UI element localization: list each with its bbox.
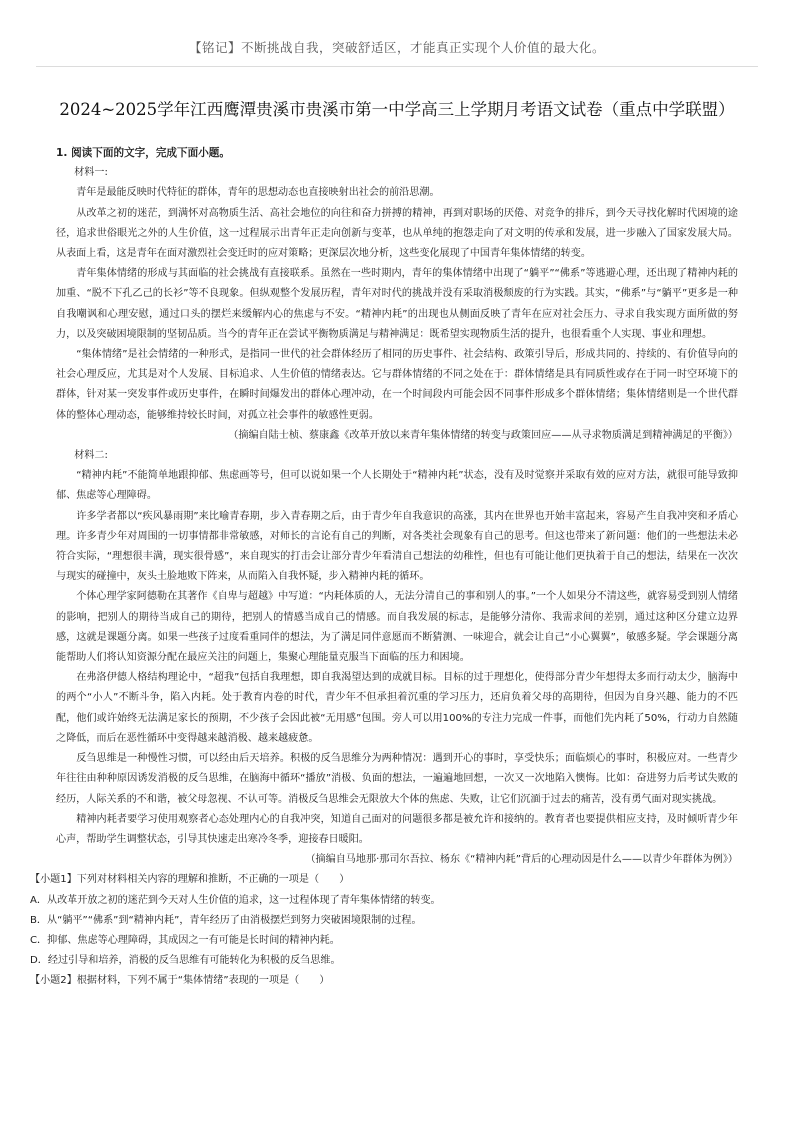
exam-title: 2024~2025学年江西鹰潭贵溪市贵溪市第一中学高三上学期月考语文试卷（重点中学联盟）	[59, 100, 735, 119]
question-1-heading: 1. 阅读下面的文字，完成下面小题。	[56, 147, 230, 159]
motto-header: 【铭记】不断挑战自我，突破舒适区，才能真正实现个人价值的最大化。	[188, 40, 605, 55]
material-1-source: （摘编自陆士桢、蔡康鑫《改革开放以来青年集体情绪的转变与政策回应——从寻求物质满足到精神满足的平衡》）	[228, 429, 738, 441]
material-1-paragraph: 青年是最能反映时代特征的群体，青年的思想动态也直接映射出社会的前沿思潮。	[76, 187, 440, 199]
material-2-paragraph: 个体心理学家阿德勒在其著作《自卑与超越》中写道：“内耗体质的人，无法分清自己的事和别人的事。”一个人如果分不清这些，就容易受到别人情绪的影响，把别人的期待当成自己的期待，把别人的情感当成自己的情感。而自我发展的标志，是能够分清你、我需求间的差别，通过这种区分建立边界感，这就是课题分离。如果一些孩子过度看重同伴的想法，为了满足同伴意愿而不断猜测、一味迎合，就会让自己“小心翼翼”，敏感多疑。学会课题分离能帮助人们将认知资源分配在最应关注的问题上，集聚心理能量克服当下面临的压力和困境。	[56, 591, 738, 664]
material-2-label: 材料二:	[74, 450, 108, 462]
material-2-paragraph: 精神内耗者要学习使用观察者心态处理内心的自我冲突，知道自己面对的问题很多都是被允许和接纳的。教育者也要提供相应支持，及时倾听青少年心声，帮助学生调整状态，引导其快速走出寒冷冬季，迎接春日暖阳。	[56, 813, 738, 845]
option-a[interactable]: A．从改革开放之初的迷茫到今天对人生价值的追求，这一过程体现了青年集体情绪的转变。	[30, 894, 441, 906]
sub-question-2-stem: 【小题2】根据材料，下列不属于“集体情绪”表现的一项是（ ）	[30, 975, 330, 987]
material-1-label: 材料一:	[74, 167, 108, 179]
material-1-paragraph: 青年集体情绪的形成与其面临的社会挑战有直接联系。虽然在一些时期内，青年的集体情绪中出现了“躺平”“佛系”等逃避心理，还出现了精神内耗的加重、“脱不下孔乙己的长衫”等不良现象。但纵观整个发展历程，青年对时代的挑战并没有采取消极颓废的行为实践。其实，“佛系”与“躺平”更多是一种自我嘲讽和心理安慰，通过口头的摆烂来缓解内心的焦虑与不安。“精神内耗”的出现也从侧面反映了青年在应对社会压力、寻求自我实现方面所做的努力，以及突破困境限制的坚韧品质。当今的青年正在尝试平衡物质满足与精神满足：既希望实现物质生活的提升，也很看重个人实现、事业和理想。	[56, 268, 738, 340]
material-2-paragraph: “精神内耗”不能简单地跟抑郁、焦虑画等号，但可以说如果一个人长期处于“精神内耗”状态，没有及时觉察并采取有效的应对方法，就很可能导致抑郁、焦虑等心理障碍。	[56, 470, 738, 502]
material-2-paragraph: 许多学者都以“疾风暴雨期”来比喻青春期，步入青春期之后，由于青少年自我意识的高涨，其内在世界也开始丰富起来，容易产生自我冲突和矛盾心理。许多青少年对周围的一切事情都非常敏感，对师长的言论有自己的判断，对各类社会现象有自己的思考。但这也带来了新问题：他们的一些想法未必符合实际，“理想很丰满，现实很骨感”，来自现实的打击会让部分青少年看清自己想法的幼稚性，但也有可能让他们更执着于自己的想法，结果在一次次与现实的碰撞中，灰头土脸地败下阵来，从而陷入自我怀疑，步入精神内耗的循环。	[56, 510, 738, 583]
header-rule	[36, 66, 758, 67]
exam-content	[30, 143, 738, 992]
material-2-source: （摘编自马地那·那司尔吾拉、杨东《“精神内耗”背后的心理动因是什么——以青少年群体为例》）	[305, 854, 738, 866]
material-1-paragraph: 从改革之初的迷茫，到满怀对高物质生活、高社会地位的向往和奋力拼搏的精神，再到对职场的厌倦、对竞争的排斥，到今天寻找化解时代困境的途径，追求世俗眼光之外的人生价值，这一过程展示出青年正走向创新与变革，也从单纯的抱怨走向了对文明的传承和发展，进一步融入了国家发展大局。从表面上看，这是青年在面对激烈社会变迁时的应对策略；更深层次地分析，这些变化展现了中国青年集体情绪的转变。	[56, 207, 738, 260]
material-2-paragraph: 在弗洛伊德人格结构理论中，“超我”包括自我理想，即自我渴望达到的成就目标。目标的过于理想化，使得部分青少年想得太多而行动太少，脑海中的两个“小人”不断斗争，陷入内耗。处于教育内卷的时代，青少年不但承担着沉重的学习压力，还肩负着父母的高期待，但因为自身兴趣、能力的不匹配，他们或许始终无法满足家长的预期，不少孩子会因此被“无用感”包围。旁人可以用100%的专注力完成一件事，而他们先内耗了50%，行动力自然随之降低，而后在恶性循环中变得越来越消极、越来越疲惫。	[56, 672, 738, 744]
sub-question-1-stem: 【小题1】下列对材料相关内容的理解和推断，不正确的一项是（ ）	[30, 874, 350, 886]
material-1-paragraph: “集体情绪”是社会情绪的一种形式，是指同一世代的社会群体经历了相同的历史事件、社会结构、政策引导后，形成共同的、持续的、有价值导向的社会心理反应，尤其是对个人发展、目标追求、人生价值的情绪表达。它与群体情绪的不同之处在于：群体情绪是具有同质性或存在于同一时空环境下的群体，针对某一突发事件或历史事件，在瞬时间爆发出的群体心理冲动，在一个时间段内可能会因不同事件形成多个群体情绪；集体情绪则是一个世代群体的整体心理动态，能够维持较长时间，对孤立社会事件的敏感性更弱。	[56, 349, 738, 421]
option-d[interactable]: D．经过引导和培养，消极的反刍思维有可能转化为积极的反刍思维。	[30, 955, 341, 967]
option-c[interactable]: C．抑郁、焦虑等心理障碍，其成因之一有可能是长时间的精神内耗。	[30, 934, 340, 946]
option-b[interactable]: B．从“躺平”“佛系”到“精神内耗”，青年经历了由消极摆烂到努力突破困境限制的过程。	[30, 914, 422, 926]
material-2-paragraph: 反刍思维是一种慢性习惯，可以经由后天培养。积极的反刍思维分为两种情况：遇到开心的事时，享受快乐；面临烦心的事时，积极应对。一些青少年往往由种种原因诱发消极的反刍思维，在脑海中循环“播放”消极、负面的想法，一遍遍地回想，一次又一次地陷入懊悔。比如：奋进努力后考试失败的经历，人际关系的不和谐，被父母忽视、不认可等。消极反刍思维会无限放大个体的焦虑、失败，让它们沉湎于过去的痛苦，没有勇气面对现实挑战。	[56, 753, 738, 805]
